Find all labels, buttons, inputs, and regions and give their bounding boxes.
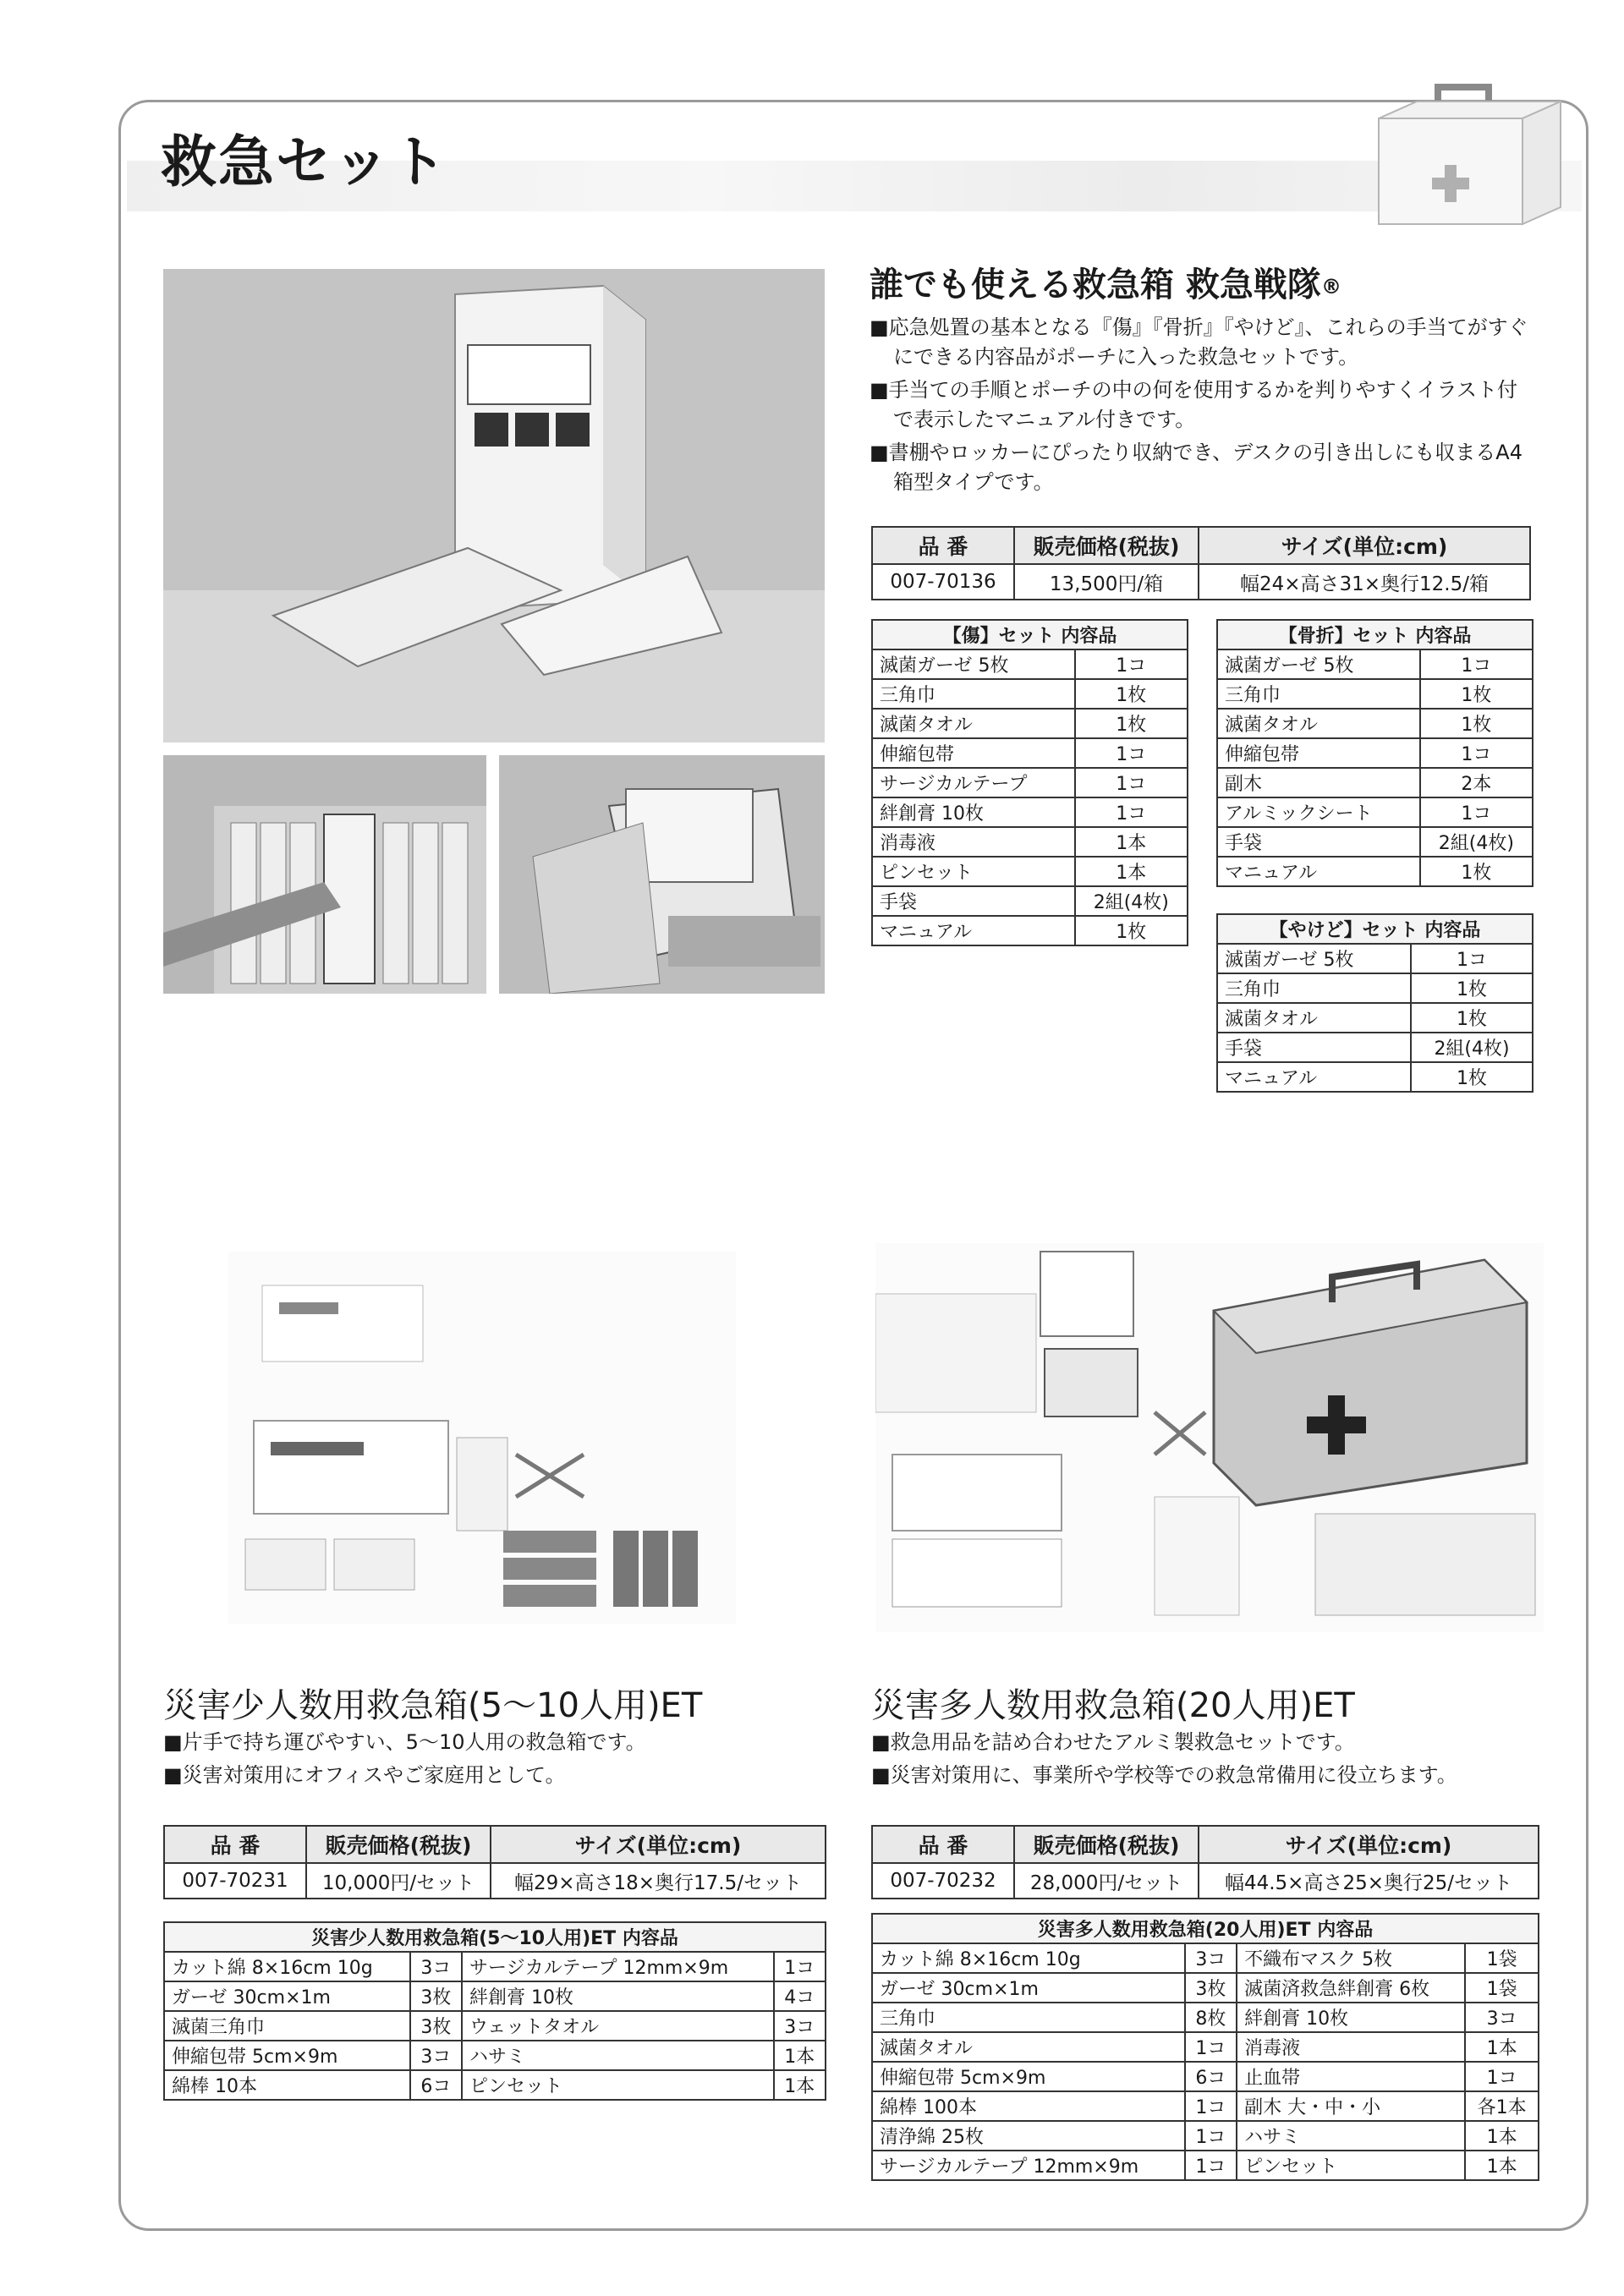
table-row xyxy=(1217,649,1533,679)
item-name: 滅菌済救急絆創膏 6枚 xyxy=(1237,1973,1465,2003)
product3-bullets xyxy=(871,1728,1548,1794)
product3-contents-table xyxy=(871,1913,1539,2181)
col-size: サイズ(単位:cm) xyxy=(1199,527,1530,564)
item-name: 伸縮包帯 5cm×9m xyxy=(164,2041,410,2070)
table-row xyxy=(872,916,1188,945)
item-name: 滅菌三角巾 xyxy=(164,2011,410,2041)
item-name: 清浄綿 25枚 xyxy=(872,2121,1185,2151)
wound-set-table xyxy=(871,619,1188,946)
table-row xyxy=(1217,738,1533,768)
item-name: サージカルテープ 12mm×9m xyxy=(462,1952,774,1981)
item-quantity: 1枚 xyxy=(1075,709,1188,738)
fracture-set-table xyxy=(1216,619,1533,887)
spec-header-row xyxy=(872,1826,1539,1863)
table-row xyxy=(872,649,1188,679)
table-row xyxy=(1217,973,1533,1003)
item-name: 副木 大・中・小 xyxy=(1237,2091,1465,2121)
item-quantity: 3コ xyxy=(774,2011,826,2041)
table-caption-row xyxy=(872,620,1188,649)
item-quantity: 3コ xyxy=(410,2041,462,2070)
table-row xyxy=(164,1952,826,1981)
table-row xyxy=(1217,1033,1533,1062)
product2-spec-table xyxy=(163,1825,826,1899)
col-price: 販売価格(税抜) xyxy=(1014,527,1199,564)
product3-photo xyxy=(875,1243,1544,1632)
spec-row xyxy=(872,1863,1539,1899)
table-caption: 【やけど】セット 内容品 xyxy=(1217,914,1533,944)
item-quantity: 2組(4枚) xyxy=(1420,827,1533,857)
item-name: 伸縮包帯 xyxy=(1217,738,1420,768)
product1-shelf-photo xyxy=(163,755,486,994)
table-caption: 災害少人数用救急箱(5～10人用)ET 内容品 xyxy=(164,1922,826,1952)
item-name: 滅菌タオル xyxy=(1217,709,1420,738)
item-name: 消毒液 xyxy=(1237,2032,1465,2062)
item-quantity: 1コ xyxy=(1185,2032,1237,2062)
item-name: 絆創膏 10枚 xyxy=(462,1981,774,2011)
item-quantity: 1枚 xyxy=(1411,1062,1533,1092)
table-caption-row xyxy=(1217,914,1533,944)
table-row xyxy=(1217,797,1533,827)
table-row xyxy=(164,2070,826,2100)
table-caption-row xyxy=(164,1922,826,1952)
spec-header-row xyxy=(872,527,1530,564)
table-caption: 【傷】セット 内容品 xyxy=(872,620,1188,649)
item-quantity: 1枚 xyxy=(1411,973,1533,1003)
table-row xyxy=(872,2032,1539,2062)
item-name: 伸縮包帯 5cm×9m xyxy=(872,2062,1185,2091)
spec-header-row xyxy=(164,1826,826,1863)
item-quantity: 6コ xyxy=(410,2070,462,2100)
item-quantity: 1本 xyxy=(1465,2151,1539,2180)
item-quantity: 1本 xyxy=(1075,857,1188,886)
col-price: 販売価格(税抜) xyxy=(1014,1826,1199,1863)
item-quantity: 1本 xyxy=(1075,827,1188,857)
item-quantity: 1枚 xyxy=(1420,679,1533,709)
product2-contents-table xyxy=(163,1921,826,2101)
size: 幅44.5×高さ25×奥行25/セット xyxy=(1199,1863,1539,1899)
table-row xyxy=(872,2003,1539,2032)
table-caption: 【骨折】セット 内容品 xyxy=(1217,620,1533,649)
table-row xyxy=(872,709,1188,738)
item-quantity: 4コ xyxy=(774,1981,826,2011)
item-quantity: 1枚 xyxy=(1075,916,1188,945)
item-name: 滅菌タオル xyxy=(1217,1003,1411,1033)
col-price: 販売価格(税抜) xyxy=(306,1826,491,1863)
price: 13,500円/箱 xyxy=(1014,564,1199,600)
item-quantity: 8枚 xyxy=(1185,2003,1237,2032)
table-row xyxy=(1217,944,1533,973)
item-name: 綿棒 10本 xyxy=(164,2070,410,2100)
product3-bullet-2: ■災害対策用に、事業所や学校等での救急常備用に役立ちます。 xyxy=(871,1763,1457,1787)
item-quantity: 1本 xyxy=(1465,2121,1539,2151)
product3-spec-table xyxy=(871,1825,1539,1899)
item-quantity: 1コ xyxy=(1465,2062,1539,2091)
item-quantity: 2組(4枚) xyxy=(1075,886,1188,916)
product1-title xyxy=(870,258,1341,306)
item-name: 綿棒 100本 xyxy=(872,2091,1185,2121)
price: 28,000円/セット xyxy=(1014,1863,1199,1899)
item-quantity: 1コ xyxy=(1075,768,1188,797)
item-quantity: 1コ xyxy=(1185,2091,1237,2121)
product2-photo xyxy=(228,1252,736,1624)
item-name: 三角巾 xyxy=(1217,679,1420,709)
table-caption: 災害多人数用救急箱(20人用)ET 内容品 xyxy=(872,1914,1539,1943)
item-name: ピンセット xyxy=(872,857,1075,886)
item-name: マニュアル xyxy=(872,916,1075,945)
product2-title: 災害少人数用救急箱(5～10人用)ET xyxy=(163,1686,703,1725)
table-row xyxy=(1217,1062,1533,1092)
item-quantity: 1コ xyxy=(1420,649,1533,679)
item-name: 滅菌ガーゼ 5枚 xyxy=(872,649,1075,679)
table-row xyxy=(872,2121,1539,2151)
item-name: 滅菌タオル xyxy=(872,709,1075,738)
item-quantity: 3コ xyxy=(1185,1943,1237,1973)
item-name: ピンセット xyxy=(1237,2151,1465,2180)
page-title: 救急セット xyxy=(161,129,448,195)
item-name: カット綿 8×16cm 10g xyxy=(164,1952,410,1981)
product2-bullet-1: ■片手で持ち運びやすい、5～10人用の救急箱です。 xyxy=(163,1730,646,1754)
item-name: 三角巾 xyxy=(872,679,1075,709)
product1-bullet-2: ■手当ての手順とポーチの中の何を使用するかを判りやすくイラスト付で表示したマニュアル付きです。 xyxy=(870,378,1517,431)
item-name: アルミックシート xyxy=(1217,797,1420,827)
item-quantity: 1コ xyxy=(1185,2151,1237,2180)
item-quantity: 1本 xyxy=(774,2070,826,2100)
item-quantity: 1コ xyxy=(1185,2121,1237,2151)
table-caption-row xyxy=(1217,620,1533,649)
burn-set-table xyxy=(1216,913,1533,1093)
product1-drawer-photo xyxy=(499,755,825,994)
table-row xyxy=(872,2062,1539,2091)
item-quantity: 各1本 xyxy=(1465,2091,1539,2121)
first-aid-box-icon xyxy=(1362,80,1573,233)
table-row xyxy=(1217,827,1533,857)
col-product-number: 品 番 xyxy=(872,527,1014,564)
spec-row xyxy=(872,564,1530,600)
table-row xyxy=(872,827,1188,857)
table-row xyxy=(1217,709,1533,738)
product3-bullet-1: ■救急用品を詰め合わせたアルミ製救急セットです。 xyxy=(871,1730,1355,1754)
item-name: マニュアル xyxy=(1217,857,1420,886)
item-quantity: 6コ xyxy=(1185,2062,1237,2091)
item-quantity: 2本 xyxy=(1420,768,1533,797)
product2-bullets xyxy=(163,1728,823,1794)
registered-mark: ® xyxy=(1320,275,1341,299)
item-name: 三角巾 xyxy=(1217,973,1411,1003)
item-quantity: 1コ xyxy=(1420,797,1533,827)
size: 幅29×高さ18×奥行17.5/セット xyxy=(491,1863,826,1899)
item-name: 不織布マスク 5枚 xyxy=(1237,1943,1465,1973)
item-quantity: 3コ xyxy=(1465,2003,1539,2032)
table-row xyxy=(164,2011,826,2041)
item-quantity: 3枚 xyxy=(410,2011,462,2041)
item-name: 絆創膏 10枚 xyxy=(1237,2003,1465,2032)
table-row xyxy=(164,1981,826,2011)
spec-row xyxy=(164,1863,826,1899)
col-size: サイズ(単位:cm) xyxy=(491,1826,826,1863)
item-quantity: 1コ xyxy=(774,1952,826,1981)
table-row xyxy=(1217,857,1533,886)
table-caption-row xyxy=(872,1914,1539,1943)
item-name: 滅菌ガーゼ 5枚 xyxy=(1217,649,1420,679)
item-name: ウェットタオル xyxy=(462,2011,774,2041)
item-name: サージカルテープ xyxy=(872,768,1075,797)
item-name: 手袋 xyxy=(1217,1033,1411,1062)
item-name: ハサミ xyxy=(462,2041,774,2070)
item-name: 伸縮包帯 xyxy=(872,738,1075,768)
item-name: サージカルテープ 12mm×9m xyxy=(872,2151,1185,2180)
product1-main-photo xyxy=(163,269,825,743)
table-row xyxy=(872,857,1188,886)
item-name: ピンセット xyxy=(462,2070,774,2100)
table-row xyxy=(872,768,1188,797)
item-name: 三角巾 xyxy=(872,2003,1185,2032)
product-number: 007-70136 xyxy=(872,564,1014,600)
item-name: 滅菌ガーゼ 5枚 xyxy=(1217,944,1411,973)
table-row xyxy=(1217,679,1533,709)
item-quantity: 1枚 xyxy=(1420,857,1533,886)
item-name: マニュアル xyxy=(1217,1062,1411,1092)
product2-bullet-2: ■災害対策用にオフィスやご家庭用として。 xyxy=(163,1763,566,1787)
product1-bullet-1: ■応急処置の基本となる『傷』『骨折』『やけど』、これらの手当てがすぐにできる内容品がポーチに入った救急セットです。 xyxy=(870,315,1528,369)
table-row xyxy=(872,1973,1539,2003)
item-name: 手袋 xyxy=(872,886,1075,916)
item-quantity: 1本 xyxy=(774,2041,826,2070)
item-quantity: 1コ xyxy=(1411,944,1533,973)
table-row xyxy=(872,2091,1539,2121)
price: 10,000円/セット xyxy=(306,1863,491,1899)
col-product-number: 品 番 xyxy=(164,1826,306,1863)
item-name: 滅菌タオル xyxy=(872,2032,1185,2062)
col-size: サイズ(単位:cm) xyxy=(1199,1826,1539,1863)
table-row xyxy=(872,797,1188,827)
col-product-number: 品 番 xyxy=(872,1826,1014,1863)
table-row xyxy=(872,1943,1539,1973)
table-row xyxy=(872,886,1188,916)
product1-spec-table xyxy=(871,526,1531,600)
item-quantity: 1コ xyxy=(1075,649,1188,679)
table-row xyxy=(1217,1003,1533,1033)
item-quantity: 1枚 xyxy=(1420,709,1533,738)
item-name: 手袋 xyxy=(1217,827,1420,857)
item-name: カット綿 8×16cm 10g xyxy=(872,1943,1185,1973)
item-quantity: 3枚 xyxy=(1185,1973,1237,2003)
table-row xyxy=(164,2041,826,2070)
product3-title: 災害多人数用救急箱(20人用)ET xyxy=(871,1686,1355,1725)
item-name: ガーゼ 30cm×1m xyxy=(164,1981,410,2011)
item-quantity: 1本 xyxy=(1465,2032,1539,2062)
item-quantity: 3コ xyxy=(410,1952,462,1981)
product1-bullet-3: ■書棚やロッカーにぴったり収納でき、デスクの引き出しにも収まるA4箱型タイプです。 xyxy=(870,441,1522,494)
item-name: 消毒液 xyxy=(872,827,1075,857)
size: 幅24×高さ31×奥行12.5/箱 xyxy=(1199,564,1530,600)
item-name: 止血帯 xyxy=(1237,2062,1465,2091)
table-row xyxy=(872,679,1188,709)
product1-title-text: 誰でも使える救急箱 救急戦隊 xyxy=(870,266,1321,304)
item-quantity: 1コ xyxy=(1420,738,1533,768)
table-row xyxy=(1217,768,1533,797)
item-name: ガーゼ 30cm×1m xyxy=(872,1973,1185,2003)
table-row xyxy=(872,738,1188,768)
item-name: 絆創膏 10枚 xyxy=(872,797,1075,827)
item-quantity: 1袋 xyxy=(1465,1943,1539,1973)
item-name: ハサミ xyxy=(1237,2121,1465,2151)
item-quantity: 1枚 xyxy=(1075,679,1188,709)
product-number: 007-70232 xyxy=(872,1863,1014,1899)
table-row xyxy=(872,2151,1539,2180)
item-quantity: 1コ xyxy=(1075,797,1188,827)
item-quantity: 1袋 xyxy=(1465,1973,1539,2003)
item-quantity: 1枚 xyxy=(1411,1003,1533,1033)
product-number: 007-70231 xyxy=(164,1863,306,1899)
item-name: 副木 xyxy=(1217,768,1420,797)
item-quantity: 1コ xyxy=(1075,738,1188,768)
product1-bullets xyxy=(870,313,1529,501)
item-quantity: 3枚 xyxy=(410,1981,462,2011)
item-quantity: 2組(4枚) xyxy=(1411,1033,1533,1062)
